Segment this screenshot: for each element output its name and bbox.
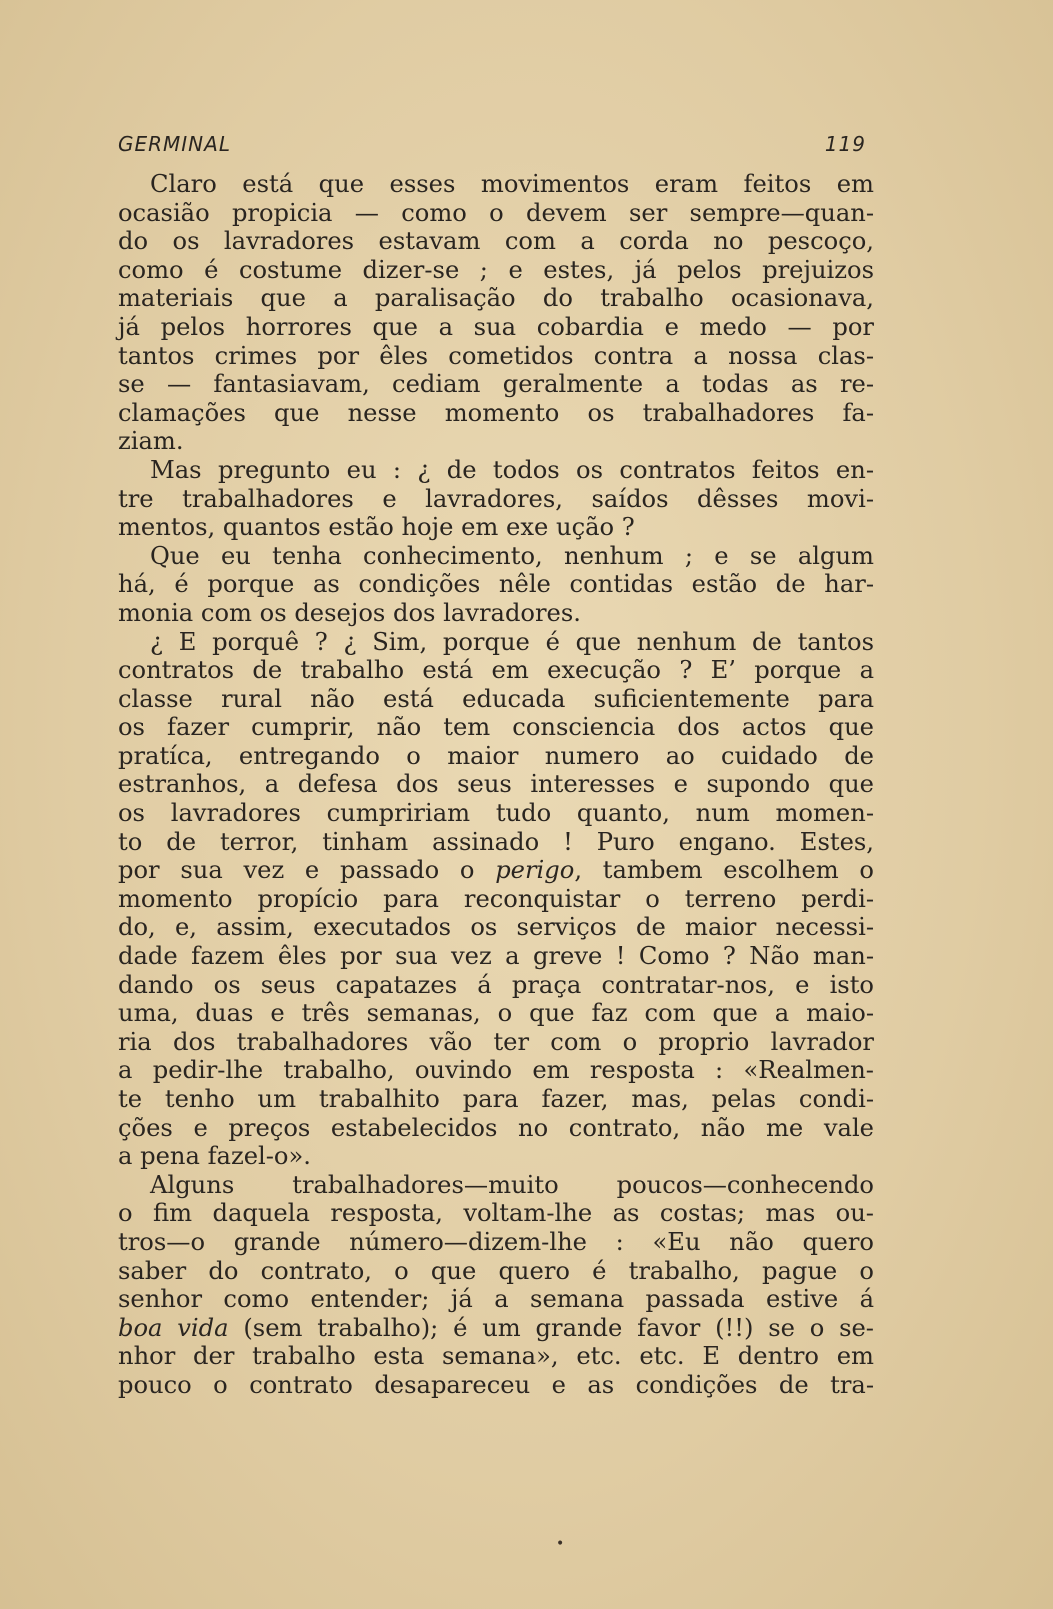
text-line: ziam.	[118, 427, 184, 456]
text-line: há, é porque as condições nêle contidas estão de har-	[118, 570, 874, 599]
text-line: tantos crimes por êles cometidos contra a nossa clas-	[118, 341, 874, 370]
text-line: já pelos horrores que a sua cobardia e medo — por	[118, 312, 874, 341]
text-line: tre trabalhadores e lavradores, saídos dêsses movi-	[118, 484, 874, 513]
text-line: clamações que nesse momento os trabalhadores fa-	[118, 398, 874, 427]
text-line: ções e preços estabelecidos no contrato, não me vale	[118, 1113, 874, 1142]
text-line: monia com os desejos dos lavradores.	[118, 598, 581, 627]
text-line: mentos, quantos estão hoje em exe ução ?	[118, 513, 635, 542]
text-line: Mas pregunto eu : ¿ de todos os contratos feitos en-	[150, 455, 874, 484]
page-number: 119	[824, 132, 866, 156]
text-line: do, e, assim, executados os serviços de maior necessi-	[118, 913, 874, 942]
text-line: por sua vez e passado o perigo, tambem escolhem o	[118, 856, 874, 885]
text-line: a pena fazel-o».	[118, 1142, 311, 1171]
text-line: momento propício para reconquistar o terreno perdi-	[118, 884, 874, 913]
text-line: materiais que a paralisação do trabalho ocasionava,	[118, 284, 874, 313]
text-line: como é costume dizer-se ; e estes, já pelos prejuizos	[118, 255, 874, 284]
text-line: do os lavradores estavam com a corda no pescoço,	[118, 227, 874, 256]
text-line: pratíca, entregando o maior numero ao cuidado de	[118, 741, 874, 770]
text-line: saber do contrato, o que quero é trabalho, pague o	[118, 1256, 874, 1285]
text-line: ¿ E porquê ? ¿ Sim, porque é que nenhum de tantos	[150, 627, 874, 656]
body-text	[118, 170, 874, 1400]
text-line: senhor como entender; já a semana passada estive á	[118, 1285, 874, 1314]
text-line: boa vida (sem trabalho); é um grande favor (!!) se o se-	[118, 1313, 874, 1342]
text-line: Alguns trabalhadores—muito poucos—conhecendo	[150, 1170, 874, 1199]
text-line: contratos de trabalho está em execução ? E’ porque a	[118, 656, 874, 685]
text-line: os fazer cumprir, não tem consciencia dos actos que	[118, 713, 874, 742]
text-line: estranhos, a defesa dos seus interesses e supondo que	[118, 770, 874, 799]
text-line: ocasião propicia — como o devem ser sempre—quan-	[118, 198, 874, 227]
text-line: a pedir-lhe trabalho, ouvindo em resposta : «Realmen-	[118, 1056, 874, 1085]
text-line: dando os seus capatazes á praça contratar-nos, e isto	[118, 970, 874, 999]
text-line: o fim daquela resposta, voltam-lhe as costas; mas ou-	[118, 1199, 874, 1228]
text-line: se — fantasiavam, cediam geralmente a todas as re-	[118, 370, 874, 399]
text-line: uma, duas e três semanas, o que faz com que a maio-	[118, 999, 874, 1028]
ink-mark: •	[556, 1536, 565, 1552]
text-line: to de terror, tinham assinado ! Puro engano. Estes,	[118, 827, 874, 856]
text-line: Claro está que esses movimentos eram feitos em	[150, 170, 874, 198]
running-title: GERMINAL	[118, 132, 231, 156]
text-line: te tenho um trabalhito para fazer, mas, pelas condi-	[118, 1085, 874, 1113]
text-line: ria dos trabalhadores vão ter com o proprio lavrador	[118, 1027, 874, 1056]
text-line: classe rural não está educada suficientemente para	[118, 684, 874, 713]
text-line: os lavradores cumpririam tudo quanto, num momen-	[118, 799, 874, 828]
running-header	[118, 132, 874, 156]
text-line: dade fazem êles por sua vez a greve ! Como ? Não man-	[118, 942, 874, 971]
text-line: tros—o grande número—dizem-lhe : «Eu não quero	[118, 1227, 874, 1256]
book-page	[118, 132, 874, 1400]
text-line: pouco o contrato desapareceu e as condições de tra-	[118, 1370, 874, 1399]
text-line: Que eu tenha conhecimento, nenhum ; e se algum	[150, 541, 874, 570]
text-line: nhor der trabalho esta semana», etc. etc. E dentro em	[118, 1342, 874, 1371]
